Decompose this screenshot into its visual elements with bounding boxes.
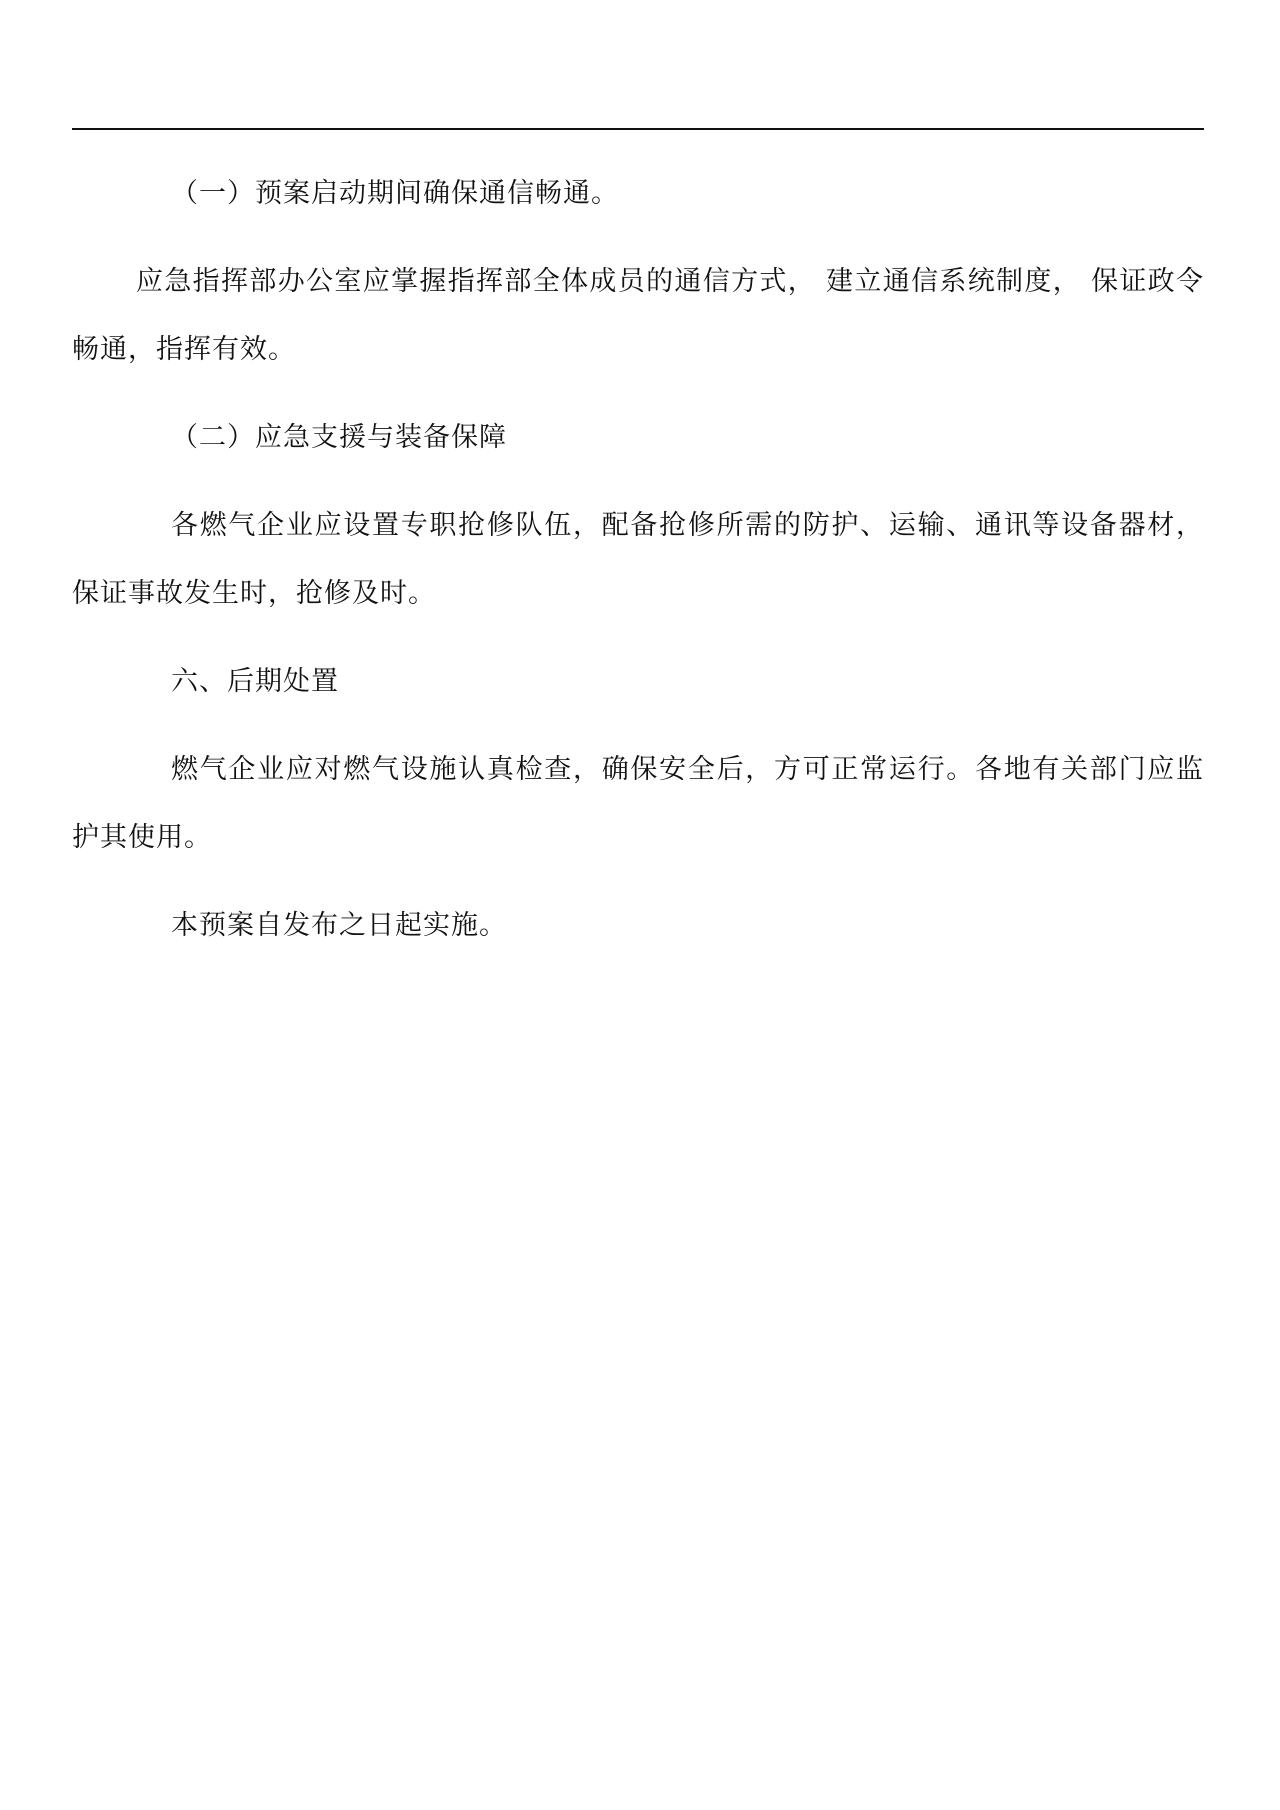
- section-heading-communication: （一）预案启动期间确保通信畅通。: [171, 178, 619, 209]
- document-body: [72, 160, 1204, 980]
- section-heading-aftermath: 六、后期处置: [171, 666, 339, 697]
- section-heading-support: （二）应急支援与装备保障: [171, 422, 507, 453]
- header-rule: [72, 128, 1204, 130]
- paragraph-effective-date: 本预案自发布之日起实施。: [171, 910, 507, 941]
- paragraph-support: 各燃气企业应设置专职抢修队伍，配备抢修所需的防护、运输、通讯等设备器材，保证事故发生时，抢修及时。: [72, 510, 1204, 609]
- paragraph-communication: 应急指挥部办公室应掌握指挥部全体成员的通信方式， 建立通信系统制度， 保证政令畅通，指挥有效。: [72, 266, 1204, 365]
- paragraph-aftermath: 燃气企业应对燃气设施认真检查，确保安全后，方可正常运行。各地有关部门应监护其使用。: [72, 754, 1204, 853]
